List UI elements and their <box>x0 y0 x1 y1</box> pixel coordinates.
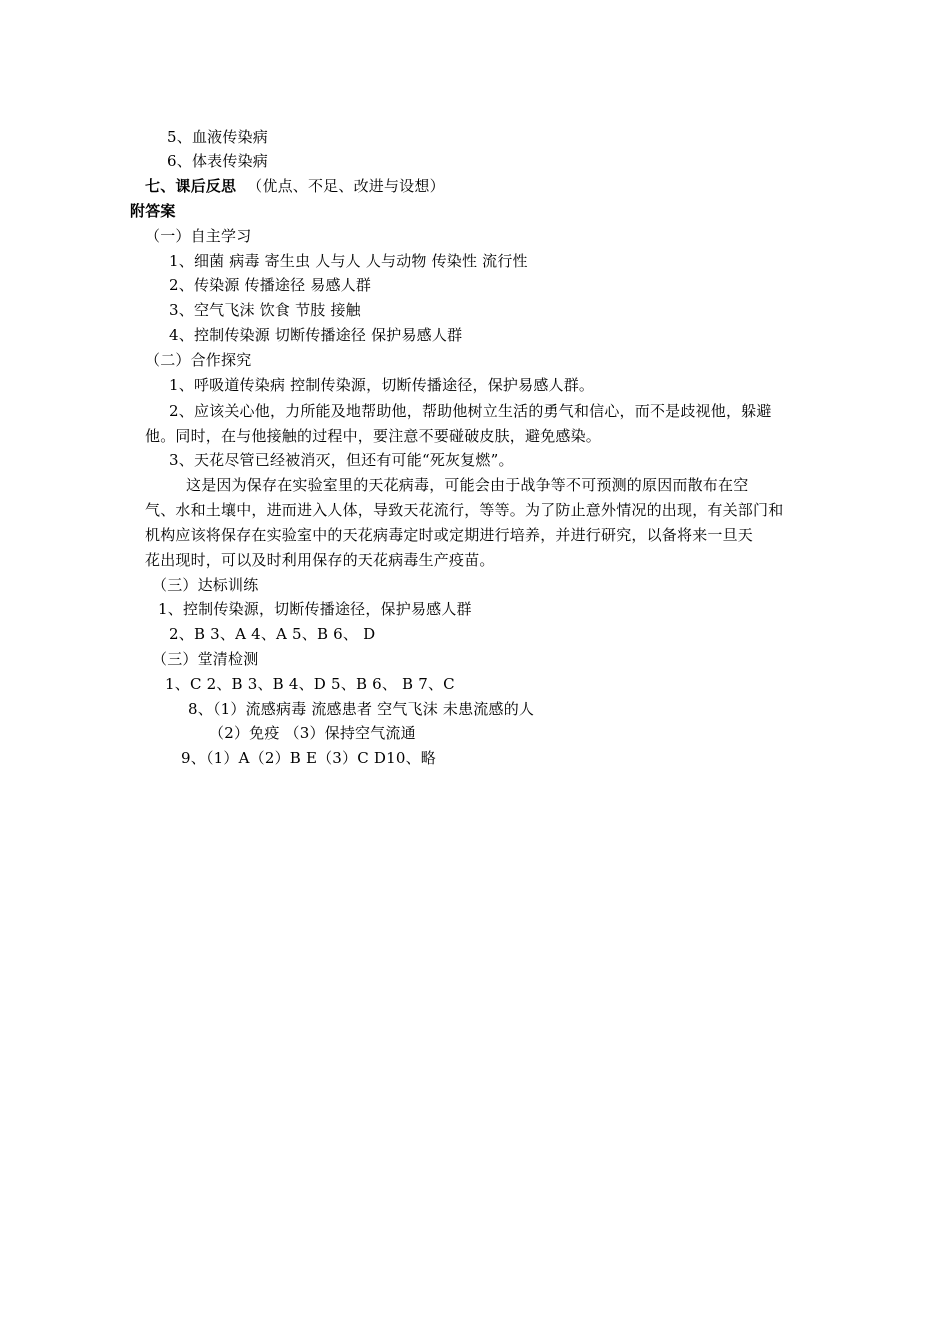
section-title: （三）堂清检测 <box>152 650 259 668</box>
answer-paragraph-line: 气、水和土壤中，进而进入人体，导致天花流行，等等。为了防止意外情况的出现，有关部门和 <box>145 501 784 519</box>
answer-line: 2、应该关心他，力所能及地帮助他，帮助他树立生活的勇气和信心，而不是歧视他，躲避 <box>169 402 772 420</box>
answer-line: 9、（1）A（2）B E（3）C D10、略 <box>181 749 437 767</box>
answer-line: 1、呼吸道传染病 控制传染源，切断传播途径，保护易感人群。 <box>169 376 595 394</box>
answer-paragraph-line: 机构应该将保存在实验室中的天花病毒定时或定期进行培养，并进行研究，以备将来一旦天 <box>145 526 754 544</box>
answer-line: 2、传染源 传播途径 易感人群 <box>169 276 372 294</box>
list-item: 6、体表传染病 <box>167 152 268 170</box>
answer-line: 1、C 2、B 3、B 4、D 5、B 6、 B 7、C <box>165 675 455 693</box>
answer-line: （2）免疫 （3）保持空气流通 <box>209 724 416 742</box>
answer-line: 3、天花尽管已经被消灭，但还有可能“死灰复燃”。 <box>169 451 514 469</box>
answer-line: 他。同时，在与他接触的过程中，要注意不要碰破皮肤，避免感染。 <box>145 427 602 445</box>
reflection-heading-row <box>145 176 445 196</box>
answer-line: 3、空气飞沫 饮食 节肢 接触 <box>169 301 361 319</box>
answer-line: 1、控制传染源，切断传播途径，保护易感人群 <box>158 600 472 618</box>
answer-paragraph-line: 这是因为保存在实验室里的天花病毒，可能会由于战争等不可预测的原因而散布在空 <box>186 476 749 494</box>
list-item: 5、血液传染病 <box>167 128 268 146</box>
section-title: （一）自主学习 <box>145 227 252 245</box>
answer-line: 4、控制传染源 切断传播途径 保护易感人群 <box>169 326 463 344</box>
answer-paragraph-line: 花出现时，可以及时利用保存的天花病毒生产疫苗。 <box>145 551 495 569</box>
section-title: （三）达标训练 <box>152 576 259 594</box>
reflection-note: （优点、不足、改进与设想） <box>247 177 445 195</box>
answer-line: 8、（1）流感病毒 流感患者 空气飞沫 未患流感的人 <box>188 700 535 718</box>
answer-line: 2、B 3、A 4、A 5、B 6、 D <box>169 625 376 643</box>
reflection-heading: 七、课后反思 <box>145 177 237 195</box>
answers-title: 附答案 <box>130 202 176 220</box>
section-title: （二）合作探究 <box>145 351 252 369</box>
answer-line: 1、细菌 病毒 寄生虫 人与人 人与动物 传染性 流行性 <box>169 252 528 270</box>
